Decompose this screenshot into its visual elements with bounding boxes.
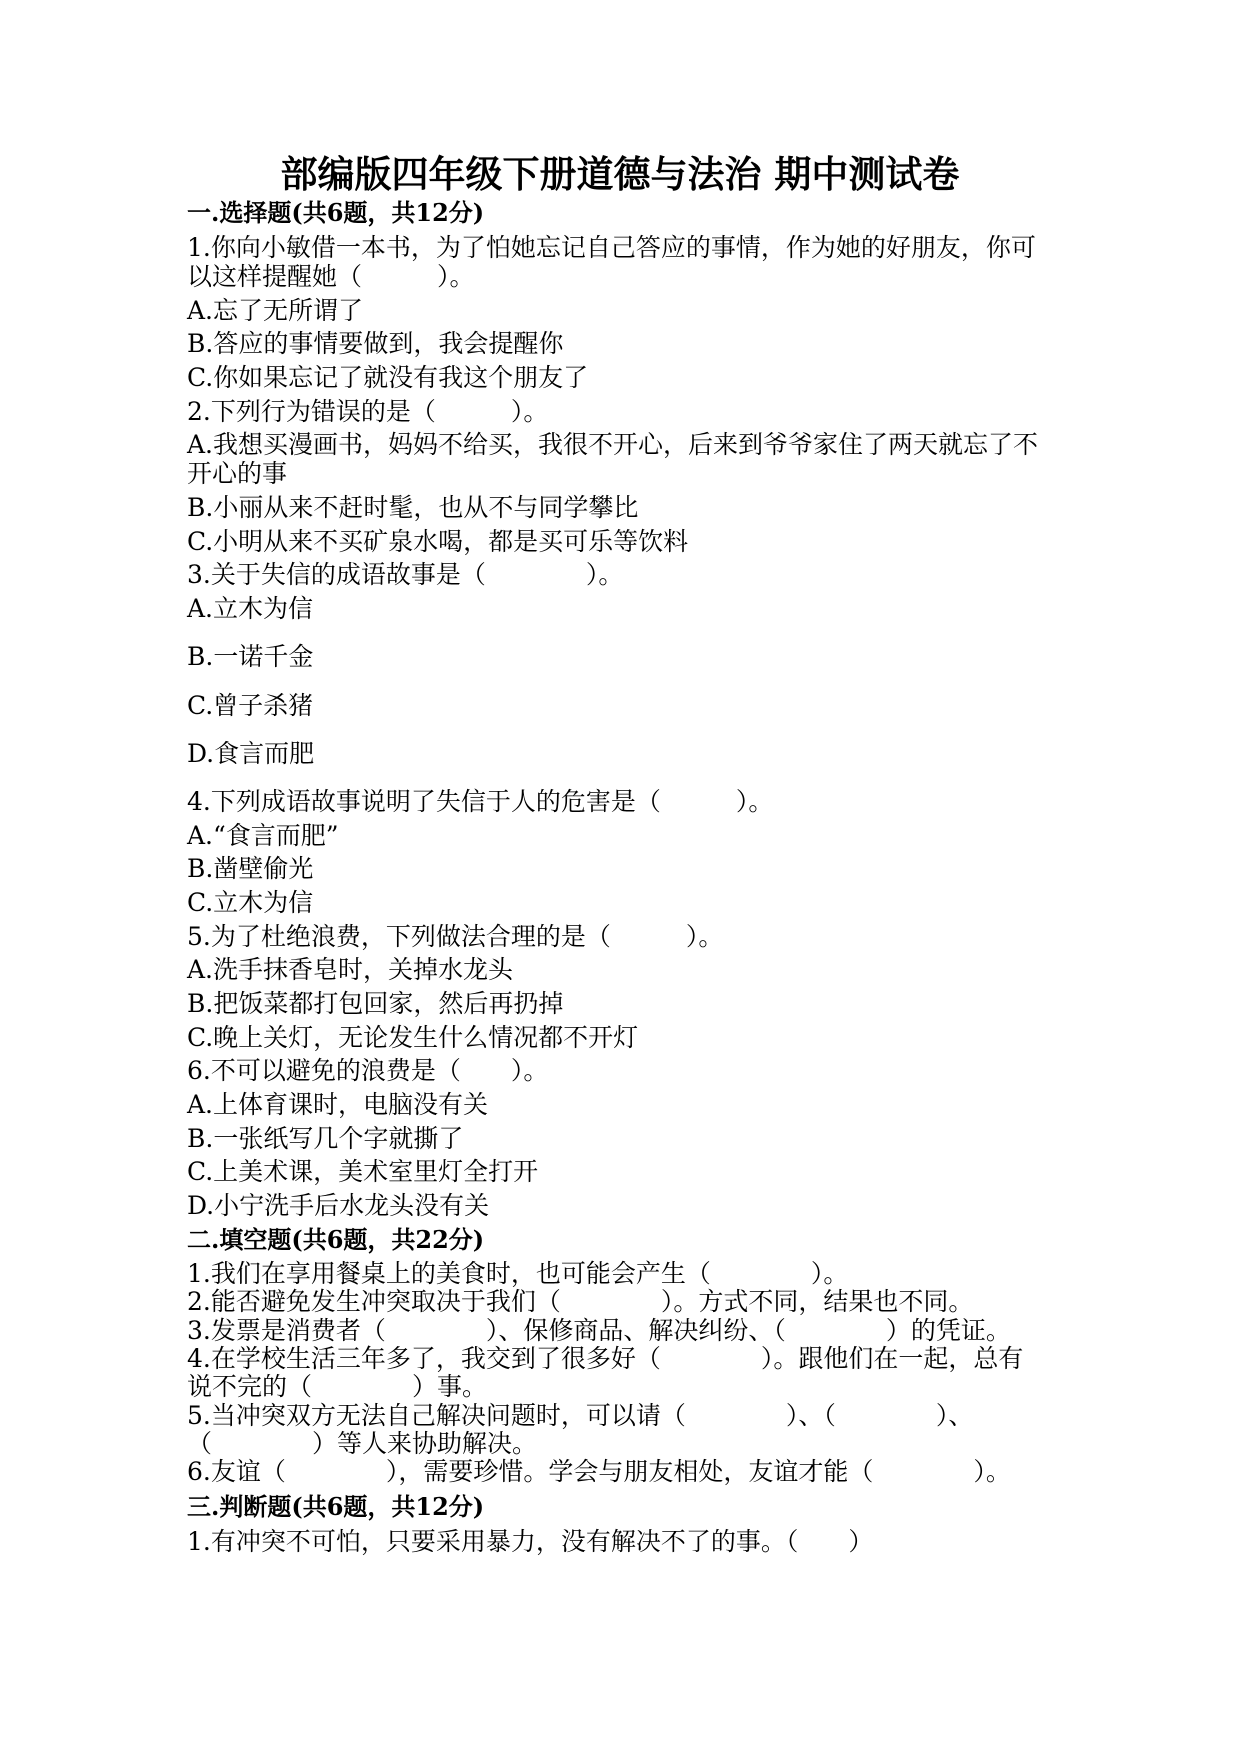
- question-stem: 4.下列成语故事说明了失信于人的危害是（ ）。: [187, 787, 774, 816]
- option-a: A.“食言而肥”: [187, 821, 339, 850]
- question-stem: 5.为了杜绝浪费，下列做法合理的是（ ）。: [187, 922, 724, 951]
- option-b: B.答应的事情要做到，我会提醒你: [187, 329, 564, 358]
- option-b: B.把饭菜都打包回家，然后再扔掉: [187, 989, 564, 1018]
- option-c: C.立木为信: [187, 888, 314, 917]
- option-b: B.凿壁偷光: [187, 854, 314, 883]
- fill-question-3: 3.发票是消费者（ ）、保修商品、解决纠纷、（ ）的凭证。: [187, 1316, 1011, 1345]
- option-a: A.立木为信: [187, 594, 314, 623]
- question-stem: 6.不可以避免的浪费是（ ）。: [187, 1056, 549, 1085]
- fill-question-4: 4.在学校生活三年多了，我交到了很多好（ ）。跟他们在一起，总有 说不完的（ ）事。: [187, 1344, 1024, 1401]
- section-heading: 一.选择题(共6题，共12分): [187, 198, 485, 227]
- option-b: B.小丽从来不赶时髦，也从不与同学攀比: [187, 493, 639, 522]
- option-d: D.小宁洗手后水龙头没有关: [187, 1191, 490, 1220]
- option-b: B.一诺千金: [187, 642, 314, 671]
- judge-question-1: 1.有冲突不可怕，只要采用暴力，没有解决不了的事。（ ）: [187, 1527, 874, 1556]
- option-a: A.上体育课时，电脑没有关: [187, 1090, 489, 1119]
- option-c: C.曾子杀猪: [187, 691, 314, 720]
- fill-question-5: 5.当冲突双方无法自己解决问题时，可以请（ ）、（ ）、 （ ）等人来协助解决。: [187, 1401, 974, 1458]
- exam-title: 部编版四年级下册道德与法治 期中测试卷: [280, 152, 960, 196]
- question-stem: 2.下列行为错误的是（ ）。: [187, 397, 549, 426]
- option-d: D.食言而肥: [187, 739, 315, 768]
- section-heading: 二.填空题(共6题，共22分): [187, 1225, 485, 1254]
- fill-question-1: 1.我们在享用餐桌上的美食时，也可能会产生（ ）。: [187, 1259, 849, 1288]
- option-c: C.晚上关灯，无论发生什么情况都不开灯: [187, 1023, 639, 1052]
- option-a: A.忘了无所谓了: [187, 296, 364, 325]
- option-c: C.上美术课，美术室里灯全打开: [187, 1157, 539, 1186]
- option-c: C.你如果忘记了就没有我这个朋友了: [187, 363, 589, 392]
- option-c: C.小明从来不买矿泉水喝，都是买可乐等饮料: [187, 527, 689, 556]
- fill-question-6: 6.友谊（ ），需要珍惜。学会与朋友相处，友谊才能（ ）。: [187, 1457, 1011, 1486]
- section-heading: 三.判断题(共6题，共12分): [187, 1492, 485, 1521]
- option-b: B.一张纸写几个字就撕了: [187, 1124, 464, 1153]
- question-stem: 1.你向小敏借一本书，为了怕她忘记自己答应的事情，作为她的好朋友，你可 以这样提醒她（ ）。: [187, 233, 1036, 291]
- fill-question-2: 2.能否避免发生冲突取决于我们（ ）。方式不同，结果也不同。: [187, 1287, 974, 1316]
- option-a: A.洗手抹香皂时，关掉水龙头: [187, 955, 514, 984]
- option-a: A.我想买漫画书，妈妈不给买，我很不开心，后来到爷爷家住了两天就忘了不 开心的事: [187, 430, 1039, 488]
- question-stem: 3.关于失信的成语故事是（ ）。: [187, 560, 624, 589]
